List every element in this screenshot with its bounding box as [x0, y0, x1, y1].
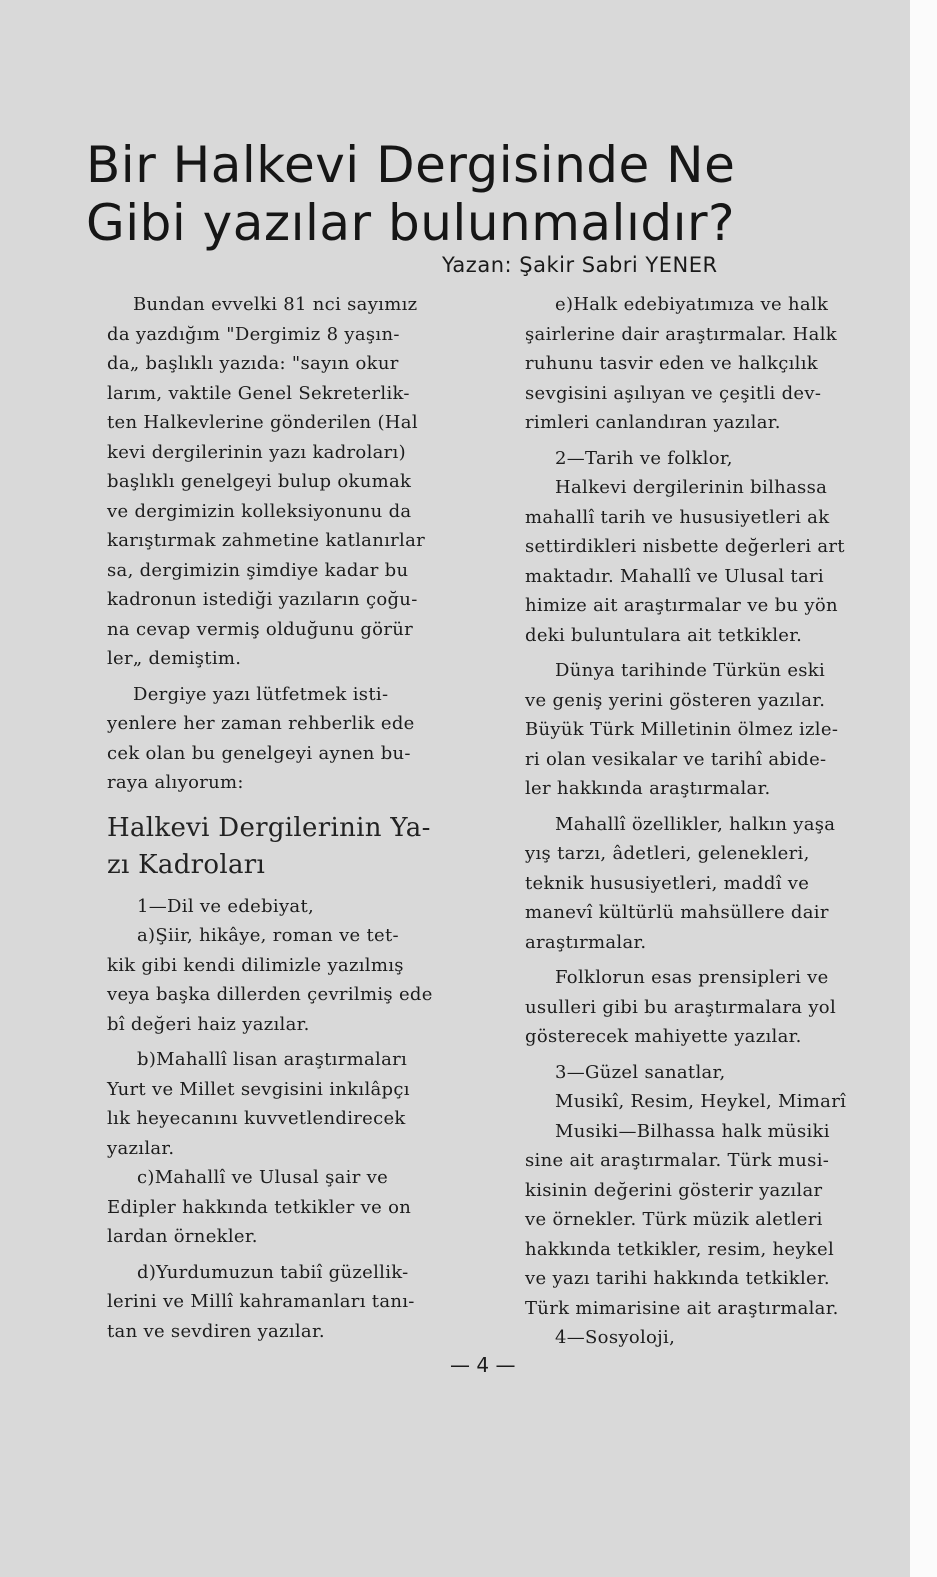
text-line: raya alıyorum:: [107, 772, 244, 793]
text-line: usulleri gibi bu araştırmalara yol: [525, 996, 836, 1018]
text-line: ve örnekler. Türk müzik aletleri: [525, 1209, 823, 1230]
text-line: da„ başlıklı yazıda: "sayın okur: [107, 353, 399, 374]
text-line: ten Halkevlerine gönderilen (Hal: [107, 412, 418, 433]
section-heading-1: 1—Dil ve edebiyat,: [137, 895, 315, 917]
section-heading-2: 2—Tarih ve folklor,: [555, 447, 733, 469]
text-line: cek olan bu genelgeyi aynen bu-: [107, 742, 411, 764]
text-line: lık heyecanını kuvvetlendirecek: [107, 1108, 406, 1129]
byline: Yazan: Şakir Sabri YENER: [442, 253, 718, 277]
text-line: a)Şiir, hikâye, roman ve tet-: [137, 925, 399, 946]
text-line: maktadır. Mahallî ve Ulusal tari: [525, 565, 824, 587]
text-line: Yurt ve Millet sevgisini inkılâpçı: [107, 1078, 410, 1100]
text-line: ve dergimizin kolleksiyonunu da: [107, 500, 412, 522]
text-line: Musikî, Resim, Heykel, Mimarî: [555, 1091, 847, 1112]
article-title: Bir Halkevi Dergisinde Ne Gibi yazılar bulunmalıdır?: [86, 136, 736, 252]
text-line: Dergiye yazı lütfetmek isti-: [133, 683, 389, 705]
text-line: kevi dergilerinin yazı kadroları): [107, 441, 406, 463]
text-line: ler hakkında araştırmalar.: [525, 778, 771, 799]
text-line: sa, dergimizin şimdiye kadar bu: [107, 559, 409, 581]
intro-paragraph: [107, 290, 487, 674]
text-line: ri olan vesikalar ve tarihî abide-: [525, 748, 827, 770]
text-line: ler„ demiştim.: [107, 648, 242, 669]
text-line: b)Mahallî lisan araştırmaları: [137, 1049, 408, 1070]
right-column: [525, 290, 903, 1353]
text-line: mahallî tarih ve hususiyetleri ak: [525, 506, 830, 528]
section-heading-4: 4—Sosyoloji,: [555, 1327, 676, 1348]
text-line: gösterecek mahiyette yazılar.: [525, 1026, 802, 1047]
text-line: larım, vaktile Genel Sekreterlik-: [107, 382, 410, 404]
folklore-paragraph-2: [525, 963, 903, 1052]
history-paragraph-2: [525, 656, 903, 804]
text-line: yenlere her zaman rehberlik ede: [107, 713, 415, 734]
text-line: ve yazı tarihi hakkında tetkikler.: [525, 1268, 830, 1289]
text-line: rimleri canlandıran yazılar.: [525, 412, 781, 433]
text-line: Büyük Türk Milletinin ölmez izle-: [525, 719, 839, 740]
text-line: Folklorun esas prensipleri ve: [555, 967, 829, 988]
item-c: [107, 1163, 487, 1252]
text-line: şairlerine dair araştırmalar. Halk: [525, 323, 837, 345]
item-e: [525, 290, 903, 438]
text-line: hakkında tetkikler, resim, heykel: [525, 1238, 835, 1260]
text-line: Mahallî özellikler, halkın yaşa: [555, 813, 836, 835]
text-line: c)Mahallî ve Ulusal şair ve: [137, 1167, 389, 1188]
text-line: sevgisini aşılıyan ve çeşitli dev-: [525, 382, 822, 404]
text-line: e)Halk edebiyatımıza ve halk: [555, 294, 829, 315]
history-paragraph-1: [525, 473, 903, 650]
text-line: Edipler hakkında tetkikler ve on: [107, 1196, 412, 1218]
section-subheading: Halkevi Dergilerinin Ya- zı Kadroları: [107, 812, 431, 880]
scan-edge: [910, 0, 937, 1577]
text-line: ve geniş yerini gösteren yazılar.: [525, 689, 826, 711]
text-line: veya başka dillerden çevrilmiş ede: [107, 984, 433, 1005]
text-line: tan ve sevdiren yazılar.: [107, 1320, 325, 1342]
text-line: lerini ve Millî kahramanları tanı-: [107, 1291, 415, 1312]
text-line: Türk mimarisine ait araştırmalar.: [525, 1297, 839, 1319]
text-line: sine ait araştırmalar. Türk musi-: [525, 1150, 830, 1171]
text-line: lardan örnekler.: [107, 1226, 258, 1247]
text-line: na cevap vermiş olduğunu görür: [107, 618, 414, 640]
text-line: ruhunu tasvir eden ve halkçılık: [525, 353, 818, 374]
text-line: kisinin değerini gösterir yazılar: [525, 1179, 823, 1201]
text-line: araştırmalar.: [525, 931, 647, 953]
text-line: yış tarzı, âdetleri, gelenekleri,: [525, 843, 810, 864]
text-line: Bundan evvelki 81 nci sayımız: [133, 294, 418, 315]
text-line: teknik hususiyetleri, maddî ve: [525, 872, 810, 894]
text-line: Halkevi dergilerinin bilhassa: [555, 477, 828, 498]
text-line: bî değeri haiz yazılar.: [107, 1013, 310, 1035]
item-a: [107, 921, 487, 1039]
item-d: [107, 1258, 487, 1347]
text-line: yazılar.: [107, 1137, 175, 1159]
intro2-paragraph: [107, 680, 487, 798]
item-b: [107, 1045, 487, 1163]
folklore-paragraph-1: [525, 810, 903, 958]
text-line: d)Yurdumuzun tabiî güzellik-: [137, 1261, 409, 1283]
text-line: Musiki—Bilhassa halk müsiki: [555, 1120, 830, 1142]
section-heading-3: 3—Güzel sanatlar,: [555, 1061, 726, 1083]
page-number: — 4 —: [450, 1353, 516, 1377]
text-line: manevî kültürlü mahsüllere dair: [525, 902, 829, 923]
text-line: kadronun istediği yazıların çoğu-: [107, 589, 418, 610]
text-line: deki buluntulara ait tetkikler.: [525, 624, 803, 646]
text-line: başlıklı genelgeyi bulup okumak: [107, 471, 412, 492]
text-line: karıştırmak zahmetine katlanırlar: [107, 530, 426, 551]
text-line: da yazdığım "Dergimiz 8 yaşın-: [107, 323, 400, 345]
text-line: Dünya tarihinde Türkün eski: [555, 660, 826, 681]
text-line: kik gibi kendi dilimizle yazılmış: [107, 954, 404, 976]
text-line: settirdikleri nisbette değerleri art: [525, 536, 845, 557]
left-column: [107, 290, 487, 1346]
fine-arts-paragraph: [525, 1087, 903, 1323]
text-line: himize ait araştırmalar ve bu yön: [525, 595, 838, 616]
